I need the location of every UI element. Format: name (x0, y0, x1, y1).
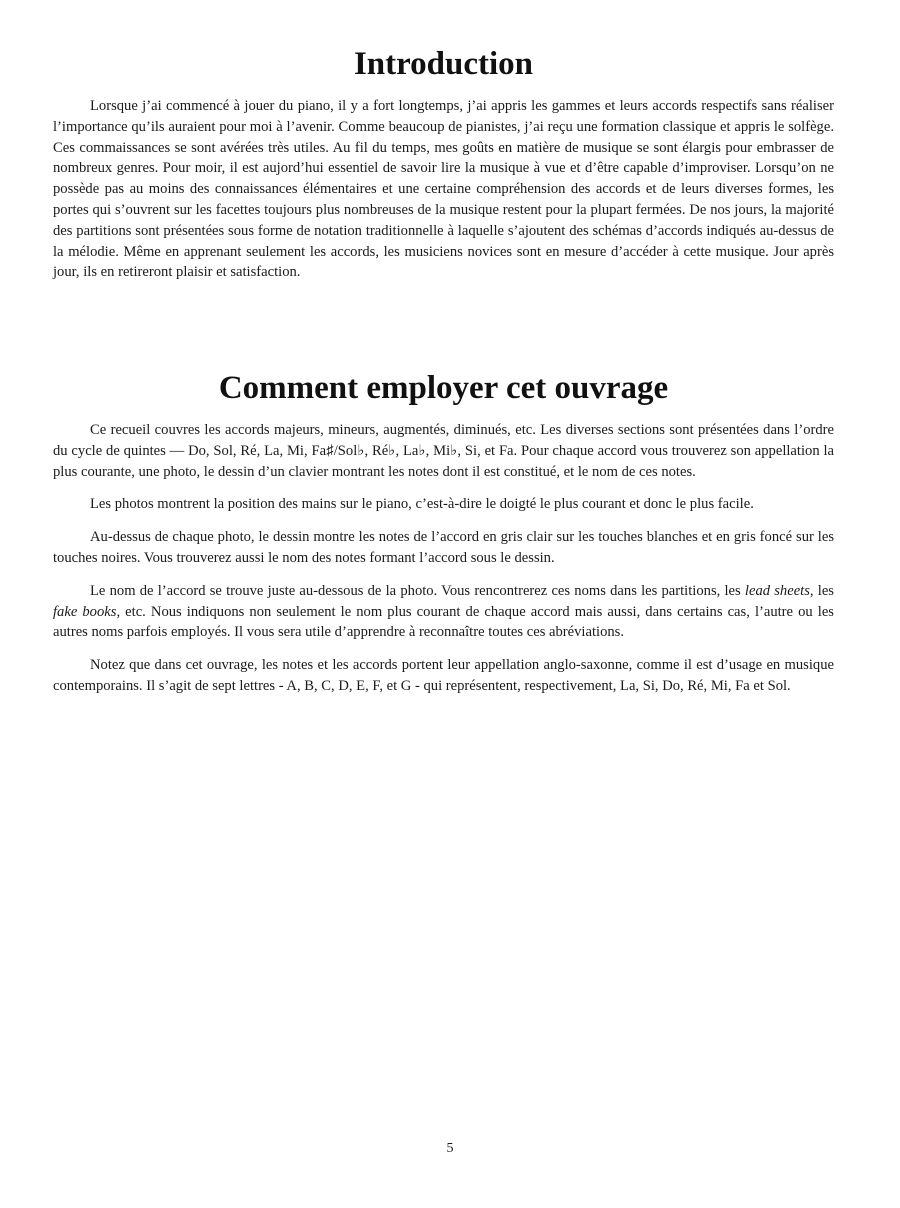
how-to-use-paragraph-5: Notez que dans cet ouvrage, les notes et les accords portent leur appellation anglo-saxonne, comme il est d’usage en musique contemporains. Il s’agit de sept lettres - A, B, C, D, E, F, et G - qui représentent, respectivement, La, Si, Do, Ré, Mi, Fa et Sol. (53, 657, 834, 694)
how-to-use-body (53, 420, 834, 697)
how-to-use-paragraph-2: Les photos montrent la position des mains sur le piano, c’est-à-dire le doigté le plus courant et donc le plus facile. (90, 496, 754, 513)
paragraph-4-text-start: Le nom de l’accord se trouve juste au-dessous de la photo. Vous rencontrerez ces noms dans les partitions, les (90, 582, 745, 599)
how-to-use-paragraph-3: Au-dessus de chaque photo, le dessin montre les notes de l’accord en gris clair sur les touches blanches et en gris foncé sur les touches noires. Vous trouverez aussi le nom des notes formant l’accord sous le dessin. (53, 529, 834, 566)
how-to-use-paragraph-1: Ce recueil couvres les accords majeurs, mineurs, augmentés, diminués, etc. Les diverses sections sont présentées dans l’ordre du cycle de quintes — Do, Sol, Ré, La, Mi, Fa♯/Sol♭, Ré♭, La♭, Mi♭, Si, et Fa. Pour chaque accord vous trouverez son appellation la plus courante, une photo, le dessin d’un clavier montrant les notes dont il est constitué, et le nom de ces notes. (53, 422, 834, 480)
how-to-use-paragraph-4 (53, 581, 834, 643)
introduction-section (53, 44, 834, 283)
paragraph-4-text-end: , etc. Nous indiquons non seulement le nom plus courant de chaque accord mais aussi, dans certains cas, l’autre ou les autres noms parfois employés. Il vous sera utile d’apprendre à reconnaître toutes ces abréviations. (53, 603, 834, 641)
paragraph-4-text-middle: , les (809, 582, 834, 599)
fake-books-term: fake books (53, 603, 117, 620)
lead-sheets-term: lead sheets (744, 582, 810, 599)
introduction-title: Introduction (353, 46, 534, 82)
how-to-use-section (53, 368, 834, 697)
introduction-paragraph: Lorsque j’ai commencé à jouer du piano, il y a fort longtemps, j’ai appris les gammes et leurs accords respectifs sans réaliser l’importance qu’ils auraient pour moi à l’avenir. Comme beaucoup de pianistes, j’ai reçu une formation classique et appris le solfège. Ces commaissances se sont avérées très utiles. Au fil du temps, mes goûts en matière de musique se sont élargis pour embrasser de nombreux genres. Pour moir, il est aujord’hui essentiel de savoir lire la musique à vue et d’être capable d’improviser. Lorsqu’on ne possède pas au moins des connaissances élémentaires et une certaine compréhension des accords et de leurs diverses formes, les portes qui s’ouvrent sur les facettes toujours plus nombreuses de la musique restent pour la plupart fermées. De nos jours, la majorité des partitions sont présentées sous forme de notation traditionnelle à laquelle s’ajoutent des schémas d’accords indiqués au-dessus de la mélodie. Même en apprenant seulement les accords, les musiciens novices sont en mesure d’accéder à cette musique. Jour après jour, ils en retireront plaisir et satisfaction. (53, 98, 834, 281)
introduction-body (53, 96, 834, 283)
page-number: 5 (446, 1141, 454, 1156)
how-to-use-title: Comment employer cet ouvrage (218, 370, 669, 406)
